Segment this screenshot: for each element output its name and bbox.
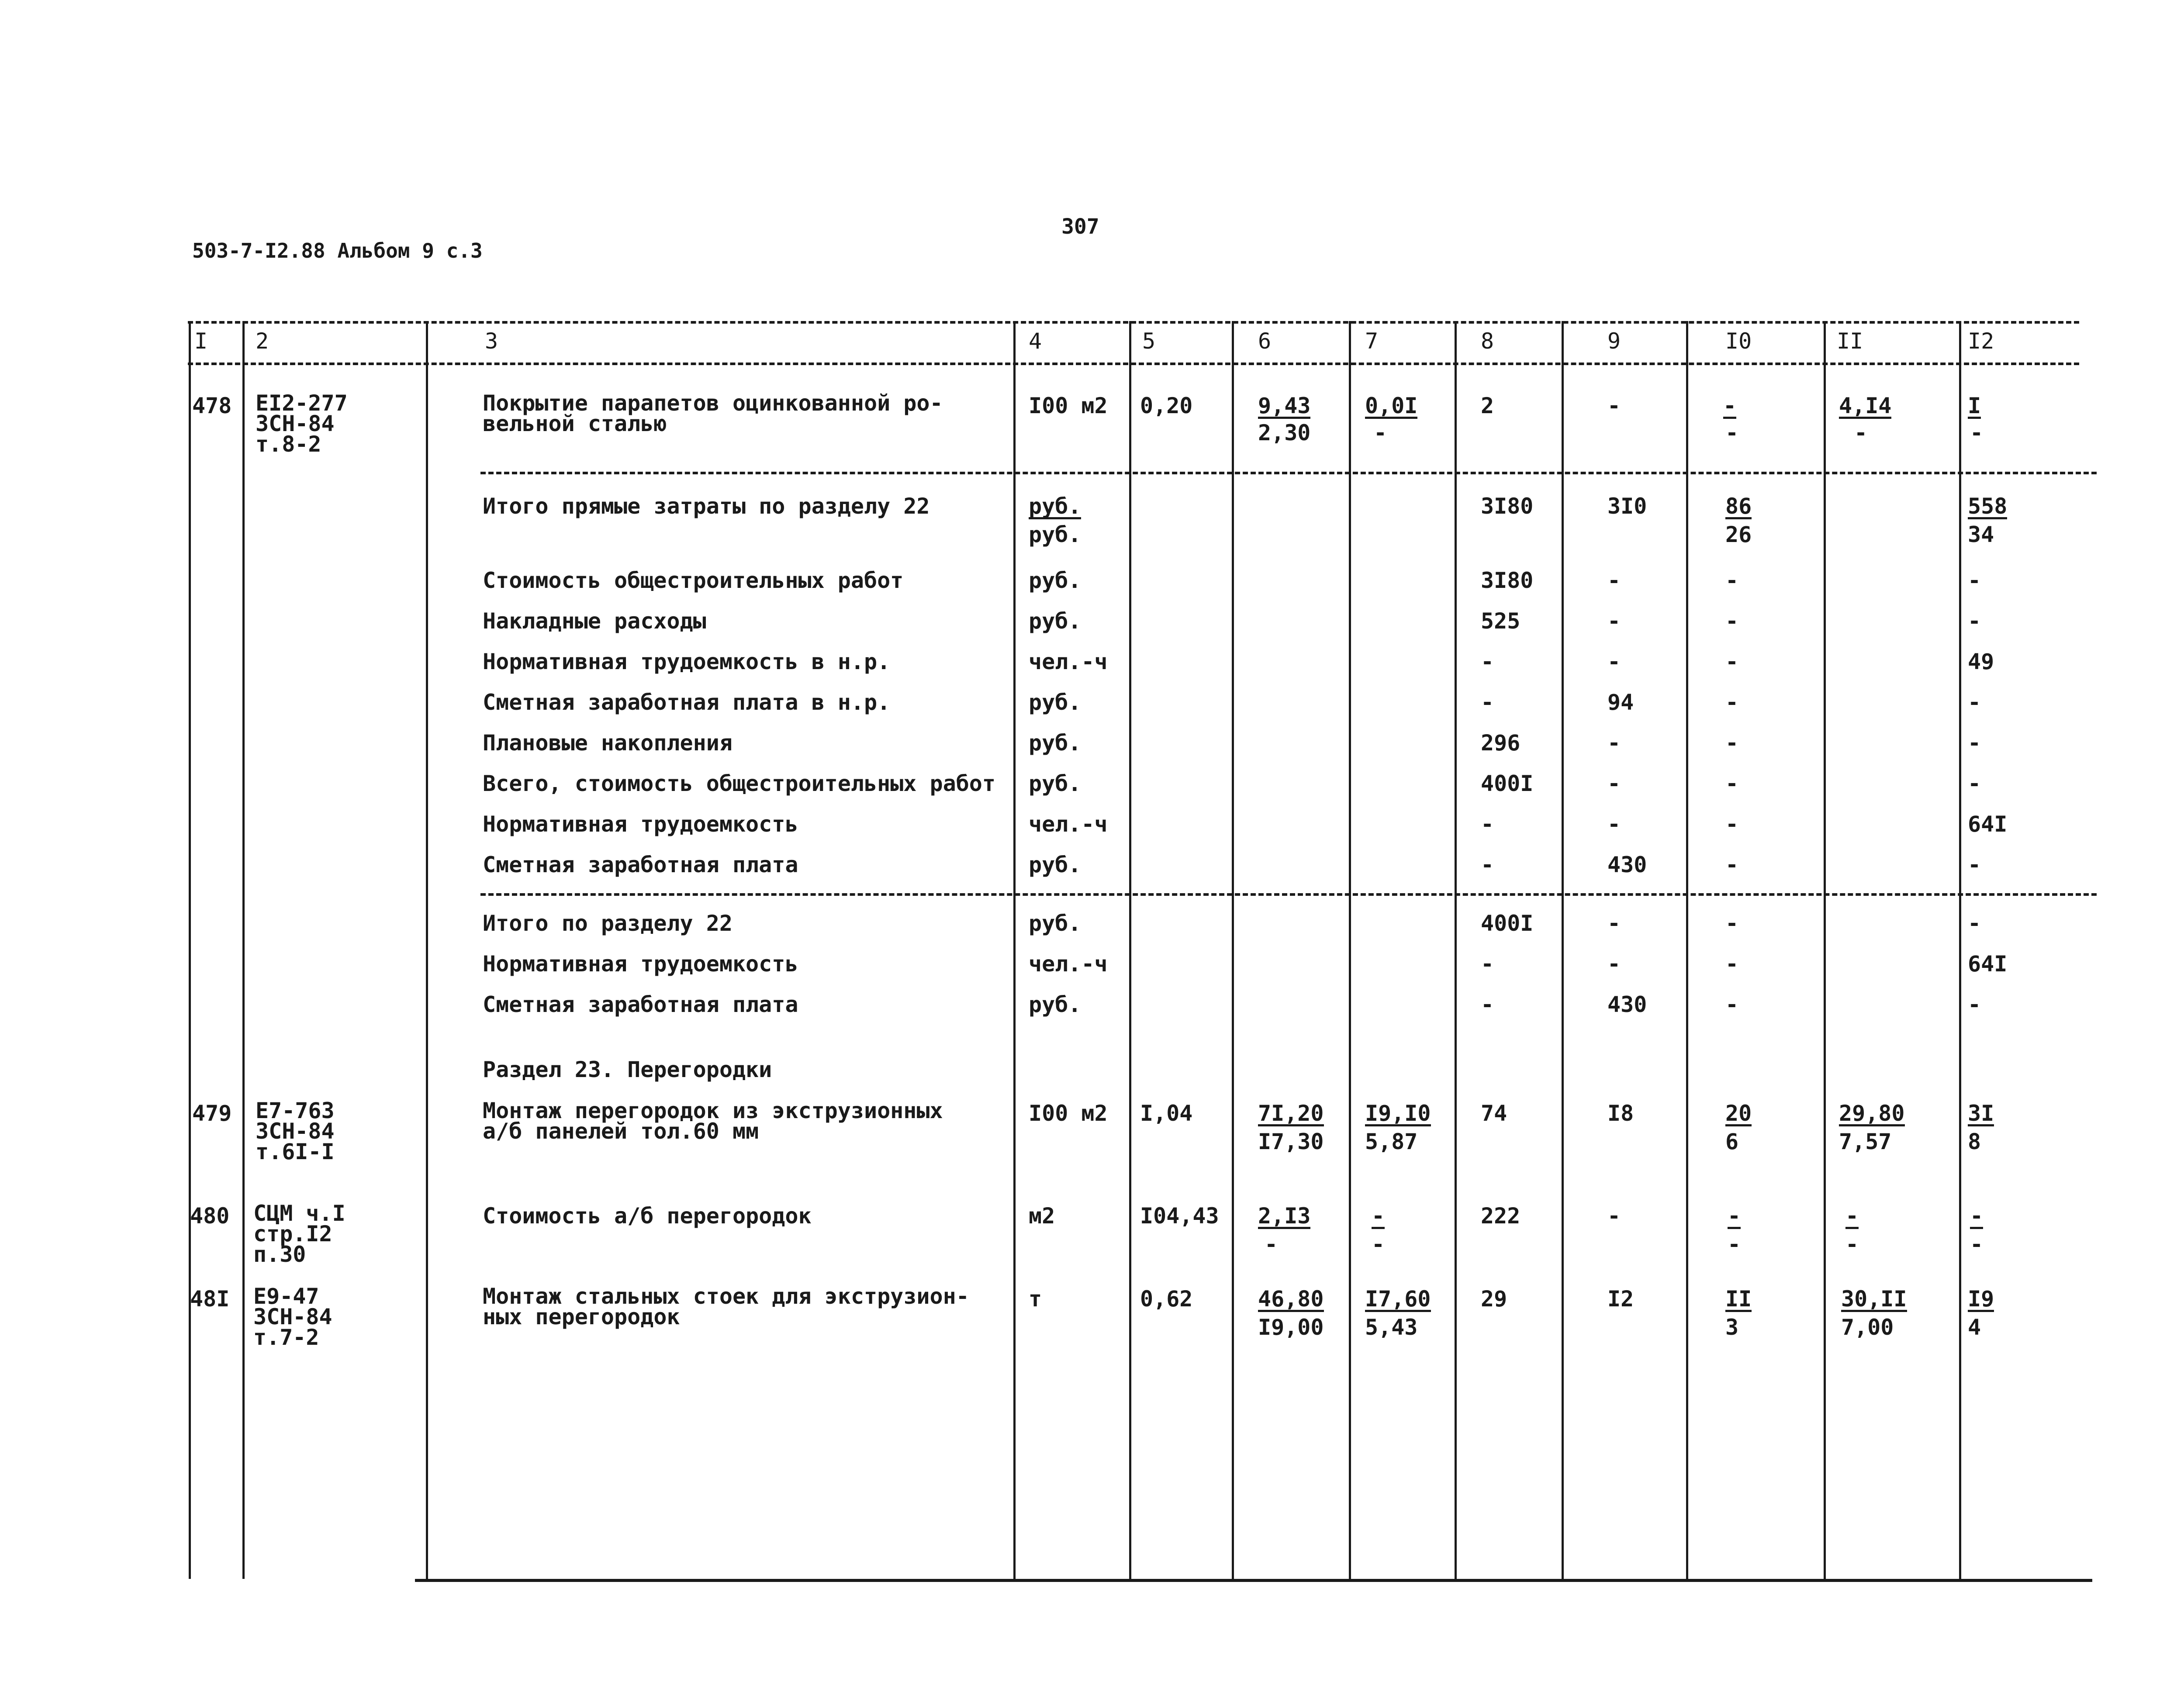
cell-c11-bot: 7,00 bbox=[1841, 1315, 1894, 1340]
cell-c12-top: - bbox=[1970, 1203, 1984, 1229]
summary-c12: - bbox=[1968, 608, 1981, 634]
row-code: E9-47 3СН-84 т.7-2 bbox=[253, 1284, 332, 1350]
row-code: СЦМ ч.I стр.I2 п.30 bbox=[253, 1201, 346, 1267]
row-name: Монтаж перегородок из экструзионных а/б панелей тол.60 мм bbox=[483, 1098, 943, 1144]
cell-c7-bot: - bbox=[1372, 1232, 1385, 1257]
col-header: I bbox=[194, 328, 208, 354]
row-name: Покрытие парапетов оцинкованной ро- вельной сталью bbox=[483, 390, 943, 436]
itogo-razdel-c12: - bbox=[1968, 992, 1981, 1017]
cell-c12-bot: 8 bbox=[1968, 1129, 1981, 1154]
itogo-razdel-unit: руб. bbox=[1029, 911, 1082, 936]
cell-c12-bot: 4 bbox=[1968, 1315, 1981, 1340]
cell-c7-top: - bbox=[1372, 1203, 1385, 1229]
itogo-razdel-c12: - bbox=[1968, 911, 1981, 936]
summary-c10: - bbox=[1725, 812, 1739, 837]
row-separator-1 bbox=[480, 472, 2097, 474]
cell-c10-bot: - bbox=[1728, 1232, 1741, 1257]
itogo-razdel-c8: - bbox=[1481, 992, 1494, 1017]
summary-label: Накладные расходы bbox=[483, 608, 706, 634]
summary-c8: 400I bbox=[1481, 771, 1534, 796]
itogo-razdel-label: Итого по разделу 22 bbox=[483, 911, 733, 936]
cell-c10-bot: - bbox=[1725, 420, 1739, 445]
cell-c8: 2 bbox=[1481, 393, 1494, 418]
cell-c10-top: - bbox=[1723, 393, 1737, 418]
page-number: 307 bbox=[1061, 214, 1099, 239]
row-unit: т bbox=[1029, 1286, 1042, 1312]
cell-c7-bot: - bbox=[1374, 420, 1387, 445]
cell-c12-top: I9 bbox=[1968, 1286, 1994, 1312]
cell-c6-top: 7I,20 bbox=[1258, 1101, 1324, 1126]
section-title: Раздел 23. Перегородки bbox=[483, 1057, 772, 1082]
itogo-razdel-c9: 430 bbox=[1607, 992, 1647, 1017]
summary-c9: 430 bbox=[1607, 852, 1647, 877]
row-number: 48I bbox=[190, 1286, 230, 1312]
col-line-6 bbox=[1232, 321, 1234, 1579]
cell-c10-bot: 3 bbox=[1725, 1315, 1739, 1340]
itogo-razdel-c8: - bbox=[1481, 951, 1494, 977]
col-header: 2 bbox=[256, 328, 269, 354]
cell-c6-bot: I7,30 bbox=[1258, 1129, 1324, 1154]
itogo-pryamye-c8: 3I80 bbox=[1481, 494, 1534, 519]
cell-c9: - bbox=[1607, 393, 1621, 418]
summary-unit: руб. bbox=[1029, 852, 1082, 877]
cell-c12-top: I bbox=[1968, 393, 1981, 418]
col-header: 7 bbox=[1365, 328, 1379, 354]
summary-label: Сметная заработная плата в н.р. bbox=[483, 690, 891, 715]
row-name: Стоимость а/б перегородок bbox=[483, 1203, 812, 1229]
cell-c12-top: 3I bbox=[1968, 1101, 1994, 1126]
summary-c12: - bbox=[1968, 852, 1981, 877]
col-header: I0 bbox=[1725, 328, 1752, 354]
col-header: II bbox=[1837, 328, 1863, 354]
col-line-7 bbox=[1349, 321, 1351, 1579]
summary-c8: 3I80 bbox=[1481, 568, 1534, 593]
summary-c12: - bbox=[1968, 690, 1981, 715]
cell-c12-bot: - bbox=[1970, 1232, 1984, 1257]
summary-c9: - bbox=[1607, 771, 1621, 796]
col-header: 4 bbox=[1029, 328, 1042, 354]
summary-c9: - bbox=[1607, 649, 1621, 674]
summary-c9: - bbox=[1607, 730, 1621, 756]
itogo-razdel-c10: - bbox=[1725, 951, 1739, 977]
itogo-pryamye-c9: 3I0 bbox=[1607, 494, 1647, 519]
summary-c9: - bbox=[1607, 568, 1621, 593]
summary-label: Нормативная трудоемкость bbox=[483, 812, 798, 837]
col-header: 3 bbox=[485, 328, 498, 354]
summary-c10: - bbox=[1725, 568, 1739, 593]
itogo-razdel-c12: 64I bbox=[1968, 951, 2008, 977]
row-code: E7-763 3СН-84 т.6I-I bbox=[256, 1098, 335, 1164]
col-header: 6 bbox=[1258, 328, 1272, 354]
row-unit: I00 м2 bbox=[1029, 393, 1108, 418]
row-unit: I00 м2 bbox=[1029, 1101, 1108, 1126]
itogo-razdel-c8: 400I bbox=[1481, 911, 1534, 936]
summary-unit: руб. bbox=[1029, 690, 1082, 715]
row-code: EI2-277 3СН-84 т.8-2 bbox=[256, 390, 348, 457]
itogo-pryamye-unit-bot: руб. bbox=[1029, 522, 1082, 547]
itogo-razdel-unit: руб. bbox=[1029, 992, 1082, 1017]
summary-c9: - bbox=[1607, 608, 1621, 634]
itogo-razdel-unit: чел.-ч bbox=[1029, 951, 1108, 977]
itogo-razdel-label: Сметная заработная плата bbox=[483, 992, 798, 1017]
itogo-pryamye-c10-top: 86 bbox=[1725, 494, 1752, 519]
cell-c6-bot: I9,00 bbox=[1258, 1315, 1324, 1340]
row-number: 480 bbox=[190, 1203, 230, 1229]
row-unit: м2 bbox=[1029, 1203, 1055, 1229]
cell-c6-top: 2,I3 bbox=[1258, 1203, 1311, 1229]
cell-c9: - bbox=[1607, 1203, 1621, 1229]
cell-c11-top: 29,80 bbox=[1839, 1101, 1905, 1126]
itogo-pryamye-c12-bot: 34 bbox=[1968, 522, 1994, 547]
summary-c10: - bbox=[1725, 690, 1739, 715]
summary-c10: - bbox=[1725, 771, 1739, 796]
summary-c8: - bbox=[1481, 649, 1494, 674]
cell-c6-top: 9,43 bbox=[1258, 393, 1311, 418]
col-line-1 bbox=[189, 321, 191, 1579]
summary-label: Всего, стоимость общестроительных работ bbox=[483, 771, 995, 796]
cell-c8: 222 bbox=[1481, 1203, 1521, 1229]
itogo-pryamye-label: Итого прямые затраты по разделу 22 bbox=[483, 494, 930, 519]
cell-c6-top: 46,80 bbox=[1258, 1286, 1324, 1312]
cell-c11-bot: 7,57 bbox=[1839, 1129, 1892, 1154]
col-line-2 bbox=[242, 321, 245, 1579]
summary-c8: 525 bbox=[1481, 608, 1521, 634]
summary-c10: - bbox=[1725, 649, 1739, 674]
summary-c12: - bbox=[1968, 730, 1981, 756]
col-header: I2 bbox=[1968, 328, 1994, 354]
itogo-razdel-label: Нормативная трудоемкость bbox=[483, 951, 798, 977]
cell-c7-top: I9,I0 bbox=[1365, 1101, 1431, 1126]
summary-unit: чел.-ч bbox=[1029, 812, 1108, 837]
itogo-razdel-c9: - bbox=[1607, 911, 1621, 936]
cell-c7-top: 0,0I bbox=[1365, 393, 1418, 418]
col-line-3 bbox=[426, 321, 428, 1579]
row-number: 478 bbox=[192, 393, 232, 418]
summary-c10: - bbox=[1725, 852, 1739, 877]
itogo-razdel-c10: - bbox=[1725, 992, 1739, 1017]
cell-c9: I8 bbox=[1607, 1101, 1634, 1126]
row-qty: I,04 bbox=[1140, 1101, 1193, 1126]
row-qty: I04,43 bbox=[1140, 1203, 1219, 1229]
summary-label: Плановые накопления bbox=[483, 730, 733, 756]
cell-c7-bot: 5,43 bbox=[1365, 1315, 1418, 1340]
summary-c12: - bbox=[1968, 568, 1981, 593]
cell-c11-top: 4,I4 bbox=[1839, 393, 1892, 418]
summary-label: Сметная заработная плата bbox=[483, 852, 798, 877]
summary-unit: чел.-ч bbox=[1029, 649, 1108, 674]
summary-c10: - bbox=[1725, 608, 1739, 634]
col-header: 5 bbox=[1142, 328, 1156, 354]
cell-c12-bot: - bbox=[1970, 420, 1984, 445]
col-header: 9 bbox=[1607, 328, 1621, 354]
cell-c11-top: 30,II bbox=[1841, 1286, 1907, 1312]
itogo-pryamye-c10-bot: 26 bbox=[1725, 522, 1752, 547]
col-line-10 bbox=[1686, 321, 1688, 1579]
cell-c8: 74 bbox=[1481, 1101, 1507, 1126]
summary-c10: - bbox=[1725, 730, 1739, 756]
summary-c12: - bbox=[1968, 771, 1981, 796]
cell-c8: 29 bbox=[1481, 1286, 1507, 1312]
cell-c6-bot: 2,30 bbox=[1258, 420, 1311, 445]
summary-c8: - bbox=[1481, 690, 1494, 715]
cell-c11-bot: - bbox=[1854, 420, 1868, 445]
summary-unit: руб. bbox=[1029, 730, 1082, 756]
row-number: 479 bbox=[192, 1101, 232, 1126]
summary-label: Нормативная трудоемкость в н.р. bbox=[483, 649, 891, 674]
cell-c7-top: I7,60 bbox=[1365, 1286, 1431, 1312]
summary-c8: - bbox=[1481, 852, 1494, 877]
summary-label: Стоимость общестроительных работ bbox=[483, 568, 904, 593]
summary-unit: руб. bbox=[1029, 568, 1082, 593]
col-line-5 bbox=[1129, 321, 1131, 1579]
cell-c11-top: - bbox=[1845, 1203, 1859, 1229]
col-line-4 bbox=[1013, 321, 1016, 1579]
col-header: 8 bbox=[1481, 328, 1494, 354]
col-line-12 bbox=[1959, 321, 1961, 1579]
row-qty: 0,20 bbox=[1140, 393, 1193, 418]
col-line-8 bbox=[1455, 321, 1457, 1579]
col-line-9 bbox=[1562, 321, 1564, 1579]
summary-c9: - bbox=[1607, 812, 1621, 837]
cell-c6-bot: - bbox=[1265, 1232, 1278, 1257]
cell-c7-bot: 5,87 bbox=[1365, 1129, 1418, 1154]
itogo-razdel-c9: - bbox=[1607, 951, 1621, 977]
col-line-11 bbox=[1824, 321, 1826, 1579]
cell-c10-top: - bbox=[1728, 1203, 1741, 1229]
summary-c8: 296 bbox=[1481, 730, 1521, 756]
summary-c8: - bbox=[1481, 812, 1494, 837]
cell-c10-top: 20 bbox=[1725, 1101, 1752, 1126]
cell-c10-bot: 6 bbox=[1725, 1129, 1739, 1154]
row-qty: 0,62 bbox=[1140, 1286, 1193, 1312]
row-separator-2 bbox=[480, 893, 2097, 896]
itogo-pryamye-unit-top: руб. bbox=[1029, 494, 1082, 519]
doc-code: 503-7-I2.88 Альбом 9 с.3 bbox=[192, 239, 483, 262]
summary-unit: руб. bbox=[1029, 608, 1082, 634]
table-top-border bbox=[188, 321, 2079, 324]
row-name: Монтаж стальных стоек для экструзион- ных перегородок bbox=[483, 1284, 969, 1330]
cell-c11-bot: - bbox=[1845, 1232, 1859, 1257]
summary-c12: 64I bbox=[1968, 812, 2008, 837]
summary-c12: 49 bbox=[1968, 649, 1994, 674]
cell-c9: I2 bbox=[1607, 1286, 1634, 1312]
itogo-pryamye-c12-top: 558 bbox=[1968, 494, 2008, 519]
table-bottom-border bbox=[415, 1579, 2092, 1582]
summary-c9: 94 bbox=[1607, 690, 1634, 715]
header-bottom-border bbox=[188, 363, 2079, 365]
itogo-razdel-c10: - bbox=[1725, 911, 1739, 936]
cell-c10-top: II bbox=[1725, 1286, 1752, 1312]
summary-unit: руб. bbox=[1029, 771, 1082, 796]
